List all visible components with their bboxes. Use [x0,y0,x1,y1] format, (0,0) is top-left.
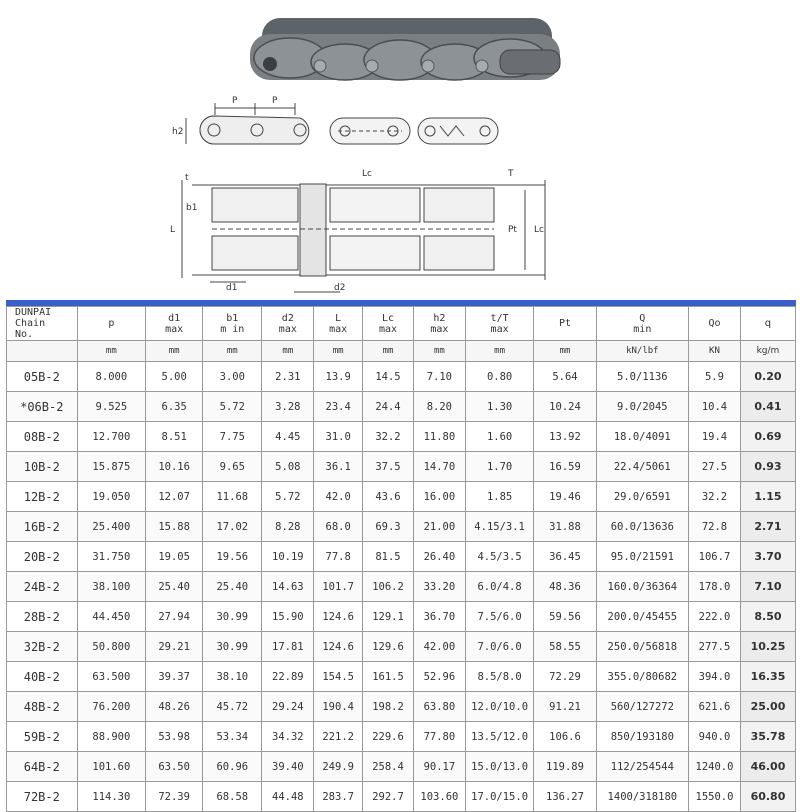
cell-d2: 17.81 [262,632,314,662]
cell-p: 8.000 [77,362,146,392]
cell-b1: 3.00 [203,362,262,392]
chain-model-cell: 16B-2 [7,512,78,542]
cell-Qo: 1240.0 [689,752,741,782]
unit-cell: mm [262,341,314,362]
cell-p: 15.875 [77,452,146,482]
cell-d1: 29.21 [146,632,203,662]
d1-label: d1 [226,283,238,293]
table-row [7,662,796,692]
table-row [7,452,796,482]
d2-label: d2 [334,283,346,293]
header-label: d1 [168,312,181,324]
table-row [7,722,796,752]
unit-cell: mm [314,341,363,362]
cell-d1: 12.07 [146,482,203,512]
cell-tT: 7.0/6.0 [465,632,534,662]
cell-q: 3.70 [740,542,795,572]
cell-q: 2.71 [740,512,795,542]
cell-Q: 560/127272 [596,692,688,722]
cell-L: 221.2 [314,722,363,752]
chain-spec-table [6,306,796,812]
chain-model-cell: 32B-2 [7,632,78,662]
cell-tT: 4.5/3.5 [465,542,534,572]
cell-h2: 14.70 [413,452,465,482]
column-header-Pt [534,307,596,341]
header-label: Lc [381,312,395,324]
cell-Lc: 129.1 [363,602,414,632]
unit-cell: kg/m [740,341,795,362]
cell-Qo: 106.7 [689,542,741,572]
cell-d1: 25.40 [146,572,203,602]
cell-d2: 10.19 [262,542,314,572]
cell-tT: 1.70 [465,452,534,482]
cell-q: 0.41 [740,392,795,422]
cell-L: 13.9 [314,362,363,392]
header-sublabel: max [430,323,449,335]
cell-d1: 19.05 [146,542,203,572]
model-header-line: DUNPAI [15,307,52,318]
cell-Lc: 129.6 [363,632,414,662]
header-label: q [764,318,772,329]
cell-p: 38.100 [77,572,146,602]
header-sublabel: m in [220,323,245,335]
cell-Lc: 292.7 [363,782,414,812]
cell-b1: 30.99 [203,632,262,662]
cell-p: 88.900 [77,722,146,752]
cell-L: 154.5 [314,662,363,692]
header-sublabel: max [378,323,398,335]
side-view-drawing [186,103,498,144]
cell-d2: 22.89 [262,662,314,692]
cell-d1: 72.39 [146,782,203,812]
cell-q: 46.00 [740,752,795,782]
cell-b1: 30.99 [203,602,262,632]
cell-h2: 16.00 [413,482,465,512]
cell-L: 36.1 [314,452,363,482]
cell-Q: 9.0/2045 [596,392,688,422]
table-row [7,602,796,632]
header-label: Q [639,312,646,324]
cell-L: 249.9 [314,752,363,782]
cell-q: 35.78 [740,722,795,752]
unit-cell: mm [363,341,414,362]
cell-p: 63.500 [77,662,146,692]
cell-d1: 48.26 [146,692,203,722]
cell-Q: 112/254544 [596,752,688,782]
cell-p: 31.750 [77,542,146,572]
cell-tT: 1.85 [465,482,534,512]
cell-L: 124.6 [314,632,363,662]
unit-cell: mm [146,341,203,362]
cell-h2: 42.00 [413,632,465,662]
cell-L: 101.7 [314,572,363,602]
Lc-side-label: Lc [534,225,544,235]
unit-cell: mm [534,341,596,362]
cell-Qo: 1550.0 [689,782,741,812]
cell-tT: 17.0/15.0 [465,782,534,812]
cell-Lc: 258.4 [363,752,414,782]
cell-p: 76.200 [77,692,146,722]
Lc-top-label: Lc [362,169,372,179]
cell-b1: 25.40 [203,572,262,602]
column-header-d1 [146,307,203,341]
cell-Lc: 14.5 [363,362,414,392]
cell-tT: 0.80 [465,362,534,392]
cell-tT: 13.5/12.0 [465,722,534,752]
cell-p: 9.525 [77,392,146,422]
cell-Qo: 19.4 [689,422,741,452]
h2-label: h2 [172,127,184,137]
cell-L: 68.0 [314,512,363,542]
header-label: b1 [226,312,239,324]
cell-Qo: 940.0 [689,722,741,752]
cell-p: 19.050 [77,482,146,512]
column-header-p [77,307,146,341]
cell-d2: 29.24 [262,692,314,722]
cell-h2: 52.96 [413,662,465,692]
header-sublabel: max [329,323,348,335]
cell-tT: 8.5/8.0 [465,662,534,692]
cell-tT: 4.15/3.1 [465,512,534,542]
cell-Pt: 72.29 [534,662,596,692]
cell-L: 23.4 [314,392,363,422]
cell-L: 42.0 [314,482,363,512]
column-header-Lc [363,307,414,341]
cell-h2: 7.10 [413,362,465,392]
cell-d2: 5.72 [262,482,314,512]
plan-view-drawing [182,180,545,292]
pitch-label-2: P [272,96,278,106]
unit-cell: KN [689,341,741,362]
cell-L: 77.8 [314,542,363,572]
cell-b1: 7.75 [203,422,262,452]
chain-model-cell: *06B-2 [7,392,78,422]
cell-Lc: 24.4 [363,392,414,422]
pitch-label-1: P [232,96,238,106]
cell-L: 124.6 [314,602,363,632]
cell-Qo: 277.5 [689,632,741,662]
cell-b1: 60.96 [203,752,262,782]
table-row [7,782,796,812]
cell-tT: 7.5/6.0 [465,602,534,632]
chain-model-cell: 48B-2 [7,692,78,722]
table-row [7,392,796,422]
chain-model-cell: 24B-2 [7,572,78,602]
cell-tT: 12.0/10.0 [465,692,534,722]
header-label: Qo [708,318,721,329]
cell-h2: 11.80 [413,422,465,452]
cell-q: 8.50 [740,602,795,632]
cell-Q: 22.4/5061 [596,452,688,482]
cell-d1: 5.00 [146,362,203,392]
cell-d2: 4.45 [262,422,314,452]
cell-Q: 60.0/13636 [596,512,688,542]
cell-Lc: 229.6 [363,722,414,752]
cell-Qo: 222.0 [689,602,741,632]
unit-cell: mm [465,341,534,362]
header-row-units [7,341,796,362]
header-label: d2 [281,312,294,324]
cell-p: 101.60 [77,752,146,782]
cell-Pt: 19.46 [534,482,596,512]
cell-Lc: 81.5 [363,542,414,572]
cell-h2: 21.00 [413,512,465,542]
cell-h2: 33.20 [413,572,465,602]
column-header-h2 [413,307,465,341]
cell-Qo: 394.0 [689,662,741,692]
table-row [7,362,796,392]
chain-figure [0,0,800,305]
cell-q: 0.69 [740,422,795,452]
model-header-line: No. [15,329,34,340]
cell-tT: 15.0/13.0 [465,752,534,782]
cell-Qo: 621.6 [689,692,741,722]
header-sublabel: max [490,323,509,335]
cell-tT: 1.30 [465,392,534,422]
cell-Pt: 10.24 [534,392,596,422]
cell-d2: 44.48 [262,782,314,812]
model-header-line: Chain [15,318,46,329]
column-header-Q [596,307,688,341]
cell-d2: 34.32 [262,722,314,752]
cell-h2: 103.60 [413,782,465,812]
cell-Qo: 32.2 [689,482,741,512]
cell-p: 12.700 [77,422,146,452]
header-label: t/T [490,312,509,324]
table-row [7,572,796,602]
column-header-L [314,307,363,341]
cell-q: 25.00 [740,692,795,722]
cell-h2: 77.80 [413,722,465,752]
cell-L: 283.7 [314,782,363,812]
cell-Lc: 69.3 [363,512,414,542]
cell-d1: 6.35 [146,392,203,422]
column-header-b1 [203,307,262,341]
table-row [7,632,796,662]
cell-Pt: 13.92 [534,422,596,452]
cell-Q: 18.0/4091 [596,422,688,452]
cell-d2: 14.63 [262,572,314,602]
cell-Pt: 59.56 [534,602,596,632]
cell-Q: 250.0/56818 [596,632,688,662]
cell-Q: 355.0/80682 [596,662,688,692]
cell-Pt: 48.36 [534,572,596,602]
table-row [7,692,796,722]
cell-h2: 63.80 [413,692,465,722]
cell-b1: 17.02 [203,512,262,542]
cell-Lc: 198.2 [363,692,414,722]
header-label: h2 [433,312,446,324]
column-header-tT [465,307,534,341]
cell-p: 25.400 [77,512,146,542]
cell-h2: 36.70 [413,602,465,632]
cell-b1: 45.72 [203,692,262,722]
table-row [7,482,796,512]
cell-Lc: 37.5 [363,452,414,482]
cell-Qo: 5.9 [689,362,741,392]
cell-Pt: 119.89 [534,752,596,782]
Pt-label: Pt [508,225,517,235]
cell-b1: 19.56 [203,542,262,572]
cell-h2: 90.17 [413,752,465,782]
unit-cell: mm [203,341,262,362]
column-header-d2 [262,307,314,341]
cell-h2: 26.40 [413,542,465,572]
chain-model-cell: 12B-2 [7,482,78,512]
cell-Pt: 136.27 [534,782,596,812]
L-label: L [170,225,176,235]
cell-d2: 5.08 [262,452,314,482]
cell-Pt: 91.21 [534,692,596,722]
cell-d1: 8.51 [146,422,203,452]
chain-model-cell: 64B-2 [7,752,78,782]
cell-d1: 10.16 [146,452,203,482]
chain-model-cell: 72B-2 [7,782,78,812]
header-label: L [335,312,342,324]
chain-model-cell: 08B-2 [7,422,78,452]
cell-q: 60.80 [740,782,795,812]
cell-Lc: 106.2 [363,572,414,602]
header-sublabel: max [278,323,297,335]
cell-d2: 3.28 [262,392,314,422]
cell-Qo: 178.0 [689,572,741,602]
cell-q: 16.35 [740,662,795,692]
cell-Lc: 32.2 [363,422,414,452]
cell-Q: 200.0/45455 [596,602,688,632]
unit-cell: kN/lbf [596,341,688,362]
cell-Q: 5.0/1136 [596,362,688,392]
cell-d1: 27.94 [146,602,203,632]
cell-Q: 160.0/36364 [596,572,688,602]
header-label: p [108,318,115,329]
table-row [7,422,796,452]
cell-q: 10.25 [740,632,795,662]
unit-cell: mm [77,341,146,362]
cell-h2: 8.20 [413,392,465,422]
cell-Qo: 27.5 [689,452,741,482]
cell-Q: 95.0/21591 [596,542,688,572]
cell-Q: 850/193180 [596,722,688,752]
chain-model-cell: 20B-2 [7,542,78,572]
header-sublabel: max [165,323,184,335]
column-header-Qo [689,307,741,341]
cell-Pt: 31.88 [534,512,596,542]
cell-d2: 8.28 [262,512,314,542]
cell-tT: 6.0/4.8 [465,572,534,602]
b1-label: b1 [186,203,198,213]
chain-model-cell: 40B-2 [7,662,78,692]
cell-Q: 1400/318180 [596,782,688,812]
cell-Pt: 36.45 [534,542,596,572]
spec-table-body [7,362,796,812]
unit-cell-empty [7,341,78,362]
cell-d1: 39.37 [146,662,203,692]
chain-model-cell: 28B-2 [7,602,78,632]
cell-b1: 38.10 [203,662,262,692]
cell-Pt: 106.6 [534,722,596,752]
cell-p: 50.800 [77,632,146,662]
cell-Q: 29.0/6591 [596,482,688,512]
cell-Pt: 5.64 [534,362,596,392]
chain-photo [250,18,560,80]
cell-L: 190.4 [314,692,363,722]
chain-model-cell: 59B-2 [7,722,78,752]
unit-cell: mm [413,341,465,362]
table-row [7,512,796,542]
cell-b1: 9.65 [203,452,262,482]
T-label: T [508,169,514,179]
cell-Lc: 43.6 [363,482,414,512]
model-column-header [7,307,78,341]
header-row-labels [7,307,796,341]
cell-q: 1.15 [740,482,795,512]
t-label: t [185,173,189,183]
cell-Qo: 72.8 [689,512,741,542]
chain-model-cell: 05B-2 [7,362,78,392]
cell-d1: 15.88 [146,512,203,542]
cell-Qo: 10.4 [689,392,741,422]
cell-q: 0.93 [740,452,795,482]
cell-b1: 5.72 [203,392,262,422]
cell-d2: 39.40 [262,752,314,782]
cell-L: 31.0 [314,422,363,452]
cell-p: 44.450 [77,602,146,632]
cell-d1: 63.50 [146,752,203,782]
cell-d2: 2.31 [262,362,314,392]
cell-d2: 15.90 [262,602,314,632]
chain-model-cell: 10B-2 [7,452,78,482]
cell-Pt: 58.55 [534,632,596,662]
header-label: Pt [558,318,571,329]
cell-tT: 1.60 [465,422,534,452]
table-row [7,542,796,572]
cell-b1: 11.68 [203,482,262,512]
header-sublabel: min [633,323,652,335]
table-row [7,752,796,782]
cell-d1: 53.98 [146,722,203,752]
column-header-q [740,307,795,341]
cell-b1: 68.58 [203,782,262,812]
cell-q: 7.10 [740,572,795,602]
cell-p: 114.30 [77,782,146,812]
cell-q: 0.20 [740,362,795,392]
cell-Pt: 16.59 [534,452,596,482]
cell-Lc: 161.5 [363,662,414,692]
cell-b1: 53.34 [203,722,262,752]
